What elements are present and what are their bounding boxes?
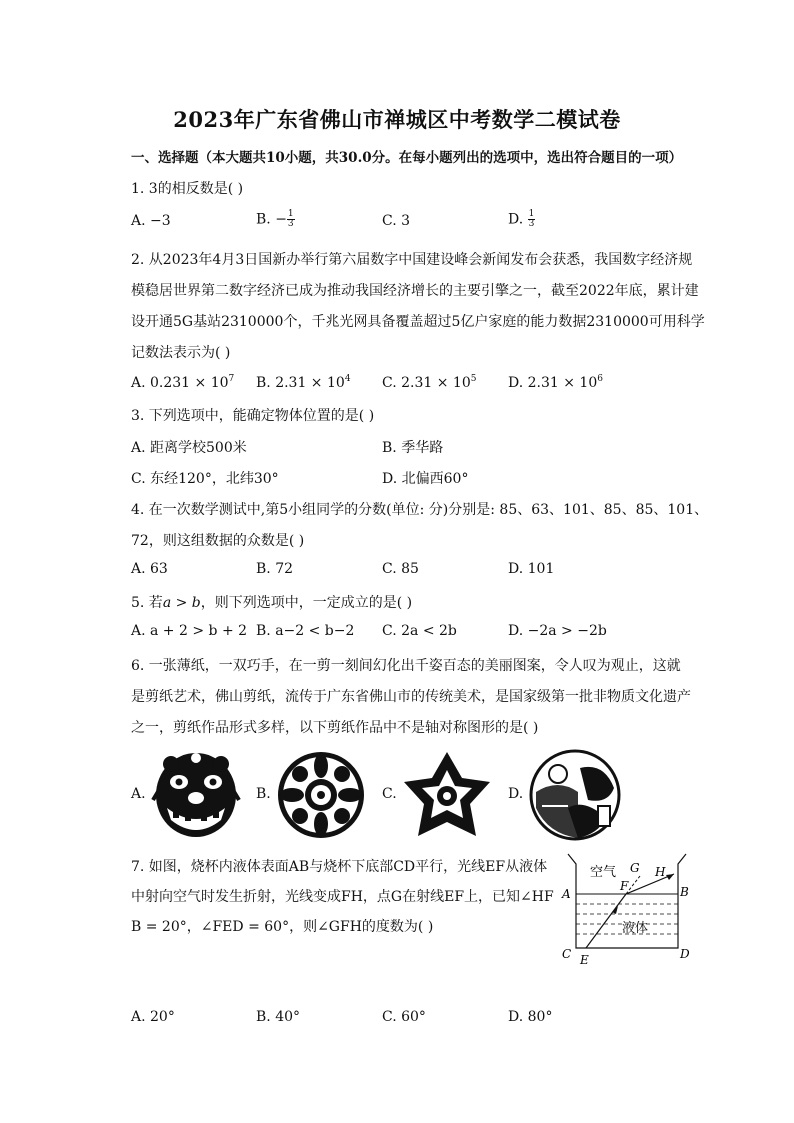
q6-option-a[interactable]: A. bbox=[131, 786, 146, 802]
exponent: 6 bbox=[597, 374, 603, 384]
q2-line-2: 模稳居世界第二数字经济已成为推动我国经济增长的主要引擎之一，截至2022年底，累计建 bbox=[131, 283, 699, 299]
q6-line-2: 是剪纸艺术，佛山剪纸，流传于广东省佛山市的传统美术，是国家级第一批非物质文化遗产 bbox=[131, 689, 691, 705]
q3-option-d[interactable]: D. 北偏西60° bbox=[382, 471, 469, 487]
lion-papercut-image bbox=[151, 750, 241, 840]
point-b: B bbox=[680, 885, 689, 899]
q3-option-b[interactable]: B. 季华路 bbox=[382, 440, 444, 456]
q7-line-3: B = 20°，∠FED = 60°，则∠GFH的度数为( ) bbox=[131, 919, 434, 935]
denominator: 3 bbox=[528, 219, 535, 229]
q2-option-b-base: B. 2.31 × 10 bbox=[256, 375, 345, 391]
q1-option-b[interactable] bbox=[256, 210, 295, 229]
q3-option-c[interactable]: C. 东经120°，北纬30° bbox=[131, 471, 279, 487]
q7-option-a[interactable]: A. 20° bbox=[131, 1009, 175, 1025]
fraction bbox=[287, 210, 295, 229]
numerator: 1 bbox=[287, 209, 294, 219]
mandala-papercut-image bbox=[276, 750, 366, 840]
exponent: 4 bbox=[344, 374, 351, 384]
landscape-papercut-image bbox=[528, 748, 622, 842]
point-g: G bbox=[630, 861, 640, 875]
q2-option-d-base: D. 2.31 × 10 bbox=[508, 375, 598, 391]
q6-option-b[interactable]: B. bbox=[256, 786, 271, 802]
q2-option-c-base: C. 2.31 × 10 bbox=[382, 375, 471, 391]
beaker-diagram bbox=[560, 850, 695, 968]
q5-option-c[interactable]: C. 2a < 2b bbox=[382, 623, 457, 639]
q5-stem-pre: 5. 若 bbox=[131, 595, 163, 611]
point-d: D bbox=[680, 947, 690, 961]
q7-option-b[interactable]: B. 40° bbox=[256, 1009, 301, 1025]
q1-option-d[interactable] bbox=[508, 210, 535, 229]
q5-stem-expr: a > b bbox=[162, 595, 201, 611]
q2-option-b[interactable] bbox=[256, 374, 351, 391]
denominator: 3 bbox=[287, 219, 294, 229]
q3-option-a[interactable]: A. 距离学校500米 bbox=[131, 440, 247, 456]
q1-option-a[interactable]: A. −3 bbox=[131, 213, 171, 229]
point-c: C bbox=[562, 947, 572, 961]
q7-line-2: 中射向空气时发生折射，光线变成FH，点G在射线EF上，已知∠HF bbox=[131, 889, 554, 905]
liquid-label: 液体 bbox=[622, 921, 649, 936]
section-heading: 一、选择题（本大题共10小题，共30.0分。在每小题列出的选项中，选出符合题目的一项） bbox=[131, 150, 683, 166]
point-f: F bbox=[620, 879, 629, 893]
q2-option-a[interactable] bbox=[131, 374, 234, 391]
q5-option-d[interactable]: D. −2a > −2b bbox=[508, 623, 607, 639]
q2-option-c[interactable] bbox=[382, 374, 476, 391]
q4-option-a[interactable]: A. 63 bbox=[131, 561, 168, 577]
q4-option-c[interactable]: C. 85 bbox=[382, 561, 419, 577]
q1-option-c[interactable]: C. 3 bbox=[382, 213, 411, 229]
page-title: 2023年广东省佛山市禅城区中考数学二模试卷 bbox=[173, 107, 621, 132]
point-a: A bbox=[562, 887, 571, 901]
air-label: 空气 bbox=[590, 865, 617, 880]
q6-line-1: 6. 一张薄纸，一双巧手，在一剪一刻间幻化出千姿百态的美丽图案，令人叹为观止，这就 bbox=[131, 658, 681, 674]
exponent: 7 bbox=[228, 374, 235, 384]
q4-option-b[interactable]: B. 72 bbox=[256, 561, 294, 577]
point-h: H bbox=[655, 865, 666, 879]
point-e: E bbox=[580, 953, 589, 967]
flower-papercut-image bbox=[400, 748, 494, 842]
q1-stem: 1. 3的相反数是( ) bbox=[131, 181, 244, 197]
q6-option-c[interactable]: C. bbox=[382, 786, 397, 802]
q7-line-1: 7. 如图，烧杯内液体表面AB与烧杯下底部CD平行，光线EF从液体 bbox=[131, 859, 548, 875]
q2-line-1: 2. 从2023年4月3日国新办举行第六届数字中国建设峰会新闻发布会获悉，我国数字经济规 bbox=[131, 252, 693, 268]
fraction bbox=[528, 210, 536, 229]
numerator: 1 bbox=[528, 209, 535, 219]
q5-option-b[interactable]: B. a−2 < b−2 bbox=[256, 623, 355, 639]
q2-line-3: 设开通5G基站2310000个，千兆光网具备覆盖超过5亿户家庭的能力数据2310000可用科学 bbox=[131, 314, 705, 330]
q6-line-3: 之一，剪纸作品形式多样，以下剪纸作品中不是轴对称图形的是( ) bbox=[131, 720, 539, 736]
q2-option-a-base: A. 0.231 × 10 bbox=[131, 375, 229, 391]
q2-option-d[interactable] bbox=[508, 374, 603, 391]
q7-option-c[interactable]: C. 60° bbox=[382, 1009, 426, 1025]
q7-option-d[interactable]: D. 80° bbox=[508, 1009, 553, 1025]
q5-stem bbox=[131, 592, 412, 612]
ray-ef bbox=[586, 894, 626, 948]
q5-option-a[interactable]: A. a + 2 > b + 2 bbox=[131, 623, 248, 639]
q5-stem-post: ，则下列选项中，一定成立的是( ) bbox=[200, 595, 413, 611]
q3-stem: 3. 下列选项中，能确定物体位置的是( ) bbox=[131, 408, 375, 424]
exponent: 5 bbox=[470, 374, 477, 384]
q4-option-d[interactable]: D. 101 bbox=[508, 561, 555, 577]
q4-line-2: 72，则这组数据的众数是( ) bbox=[131, 533, 305, 549]
q1-option-d-label: D. bbox=[508, 211, 528, 228]
q2-line-4: 记数法表示为( ) bbox=[131, 345, 231, 361]
q4-line-1: 4. 在一次数学测试中,第5小组同学的分数(单位: 分)分别是: 85、63、101、85、85、101、 bbox=[131, 502, 709, 518]
q1-option-b-label: B. − bbox=[256, 211, 287, 228]
q6-option-d[interactable]: D. bbox=[508, 786, 524, 802]
